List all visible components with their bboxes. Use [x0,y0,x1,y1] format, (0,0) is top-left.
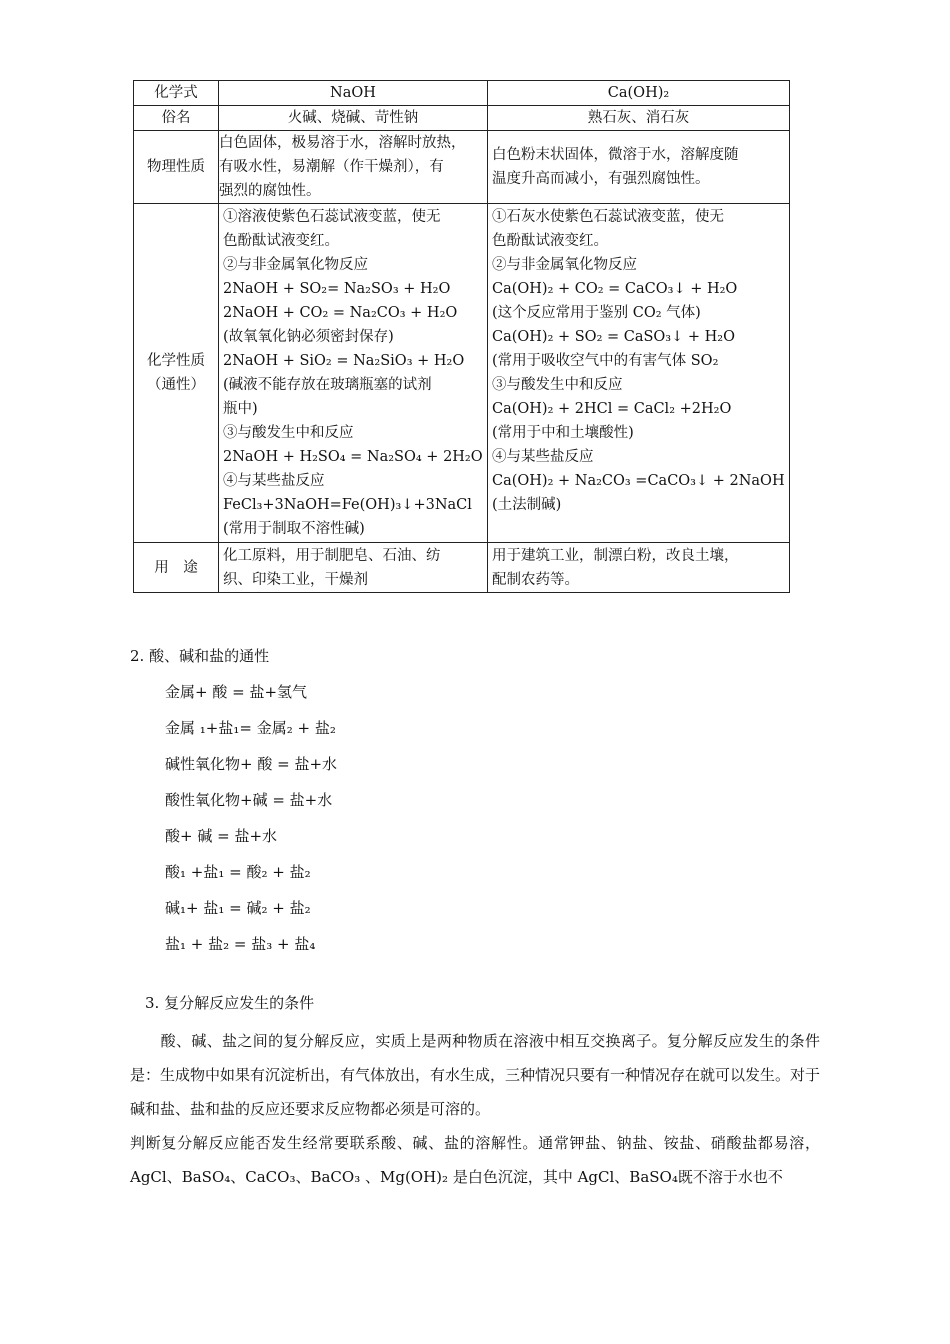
row-label [134,204,219,543]
text-line: 温度升高而减小，有强烈腐蚀性。 [491,171,710,187]
caoh-chemical [487,204,789,543]
caoh-physical [487,131,789,204]
naoh-physical [219,131,488,204]
header-caoh: Ca(OH)₂ [487,81,789,106]
row-label: 俗名 [134,106,219,131]
caoh-common-name: 熟石灰、消石灰 [487,106,789,131]
section-2-title: 2. 酸、碱和盐的通性 [130,647,270,665]
equation-line: 2NaOH + SiO₂ = Na₂SiO₃ + H₂O [223,353,465,369]
header-naoh: NaOH [219,81,488,106]
text-line: (碱液不能存放在玻璃瓶塞的试剂 [223,377,432,393]
text-line: ③与酸发生中和反应 [491,377,623,393]
properties-table [133,80,790,593]
text-line: (故氧氧化钠必须密封保存) [223,329,394,345]
paragraph: 判断复分解反应能否发生经常要联系酸、碱、盐的溶解性。通常钾盐、钠盐、铵盐、硝酸盐都易溶，AgCl、BaSO₄、CaCO₃、BaCO₃ 、Mg(OH)₂ 是白色沉淀，其中 AgCl、BaSO₄既不溶于水也不 [130,1134,820,1186]
text-line: ④与某些盐反应 [491,449,594,465]
equation-line: 2NaOH + CO₂ = Na₂CO₃ + H₂O [223,305,458,321]
list-item: 金属+ 酸 = 盐+氢气 [165,683,308,701]
row-label: 用 途 [134,543,219,593]
text-line: ③与酸发生中和反应 [223,425,354,441]
text-line: ①溶液使紫色石蕊试液变蓝，使无 [223,209,441,225]
text-line: 瓶中) [223,401,258,417]
text-line: 强烈的腐蚀性。 [219,183,321,199]
list-item: 酸₁ +盐₁ = 酸₂ + 盐₂ [165,863,311,881]
section-3-body [130,1024,820,1194]
text-line: (土法制碱) [491,497,562,513]
text-line: 白色粉末状固体，微溶于水，溶解度随 [491,147,739,163]
text-line: (常用于制取不溶性碱) [223,521,365,537]
row-label: 物理性质 [134,131,219,204]
text-line: ④与某些盐反应 [223,473,325,489]
text-line: ②与非金属氧化物反应 [491,257,637,273]
list-item: 碱₁+ 盐₁ = 碱₂ + 盐₂ [165,899,311,917]
equation-line: FeCl₃+3NaOH=Fe(OH)₃↓+3NaCl [223,497,472,513]
list-item: 酸+ 碱 = 盐+水 [165,827,278,845]
table-row-physical [134,131,790,204]
label-line: （通性） [147,377,205,393]
text-line: 色酚酞试液变红。 [223,233,339,249]
text-line: 色酚酞试液变红。 [491,233,608,249]
text-line: (常用于吸收空气中的有害气体 SO₂ [491,353,719,369]
caoh-uses [487,543,789,593]
text-line: ②与非金属氧化物反应 [223,257,368,273]
text-line: ①石灰水使紫色石蕊试液变蓝，使无 [491,209,724,225]
list-item: 盐₁ + 盐₂ = 盐₃ + 盐₄ [165,935,316,953]
label-line: 化学性质 [147,353,205,369]
table-row-chemical [134,204,790,543]
paragraph: 酸、碱、盐之间的复分解反应，实质上是两种物质在溶液中相互交换离子。复分解反应发生的条件是：生成物中如果有沉淀析出，有气体放出，有水生成，三种情况只要有一种情况存在就可以发生。对于碱和盐、盐和盐的反应还要求反应物都必须是可溶的。 [130,1032,821,1118]
equation-line: Ca(OH)₂ + Na₂CO₃ =CaCO₃↓ + 2NaOH [491,473,785,489]
naoh-common-name: 火碱、烧碱、苛性钠 [219,106,488,131]
text-line: 有吸水性，易潮解（作干燥剂），有 [219,159,444,175]
table-row-common-name [134,106,790,131]
text-line: 配制农药等。 [491,571,579,588]
equation-line: Ca(OH)₂ + 2HCl = CaCl₂ +2H₂O [491,401,732,417]
list-item: 酸性氧化物+碱 = 盐+水 [165,791,333,809]
table-header-row [134,81,790,106]
equation-line: Ca(OH)₂ + CO₂ = CaCO₃↓ + H₂O [491,281,738,297]
header-formula: 化学式 [134,81,219,106]
naoh-chemical [219,204,488,543]
equation-line: 2NaOH + SO₂= Na₂SO₃ + H₂O [223,281,451,297]
text-line: 化工原料，用于制肥皂、石油、纺 [223,547,441,564]
general-properties-list [165,679,337,967]
naoh-uses [219,543,488,593]
text-line: (常用于中和土壤酸性) [491,425,634,441]
table-row-uses [134,543,790,593]
text-line: 织、印染工业，干燥剂 [223,571,368,588]
text-line: 白色固体，极易溶于水，溶解时放热， [219,135,466,151]
list-item: 碱性氧化物+ 酸 = 盐+水 [165,755,338,773]
list-item: 金属 ₁+盐₁= 金属₂ + 盐₂ [165,719,336,737]
equation-line: Ca(OH)₂ + SO₂ = CaSO₃↓ + H₂O [491,329,735,345]
text-line: (这个反应常用于鉴别 CO₂ 气体) [491,305,701,321]
section-3-title: 3. 复分解反应发生的条件 [145,994,315,1012]
text-line: 用于建筑工业，制漂白粉，改良土壤， [491,547,739,564]
equation-line: 2NaOH + H₂SO₄ = Na₂SO₄ + 2H₂O [223,449,483,465]
